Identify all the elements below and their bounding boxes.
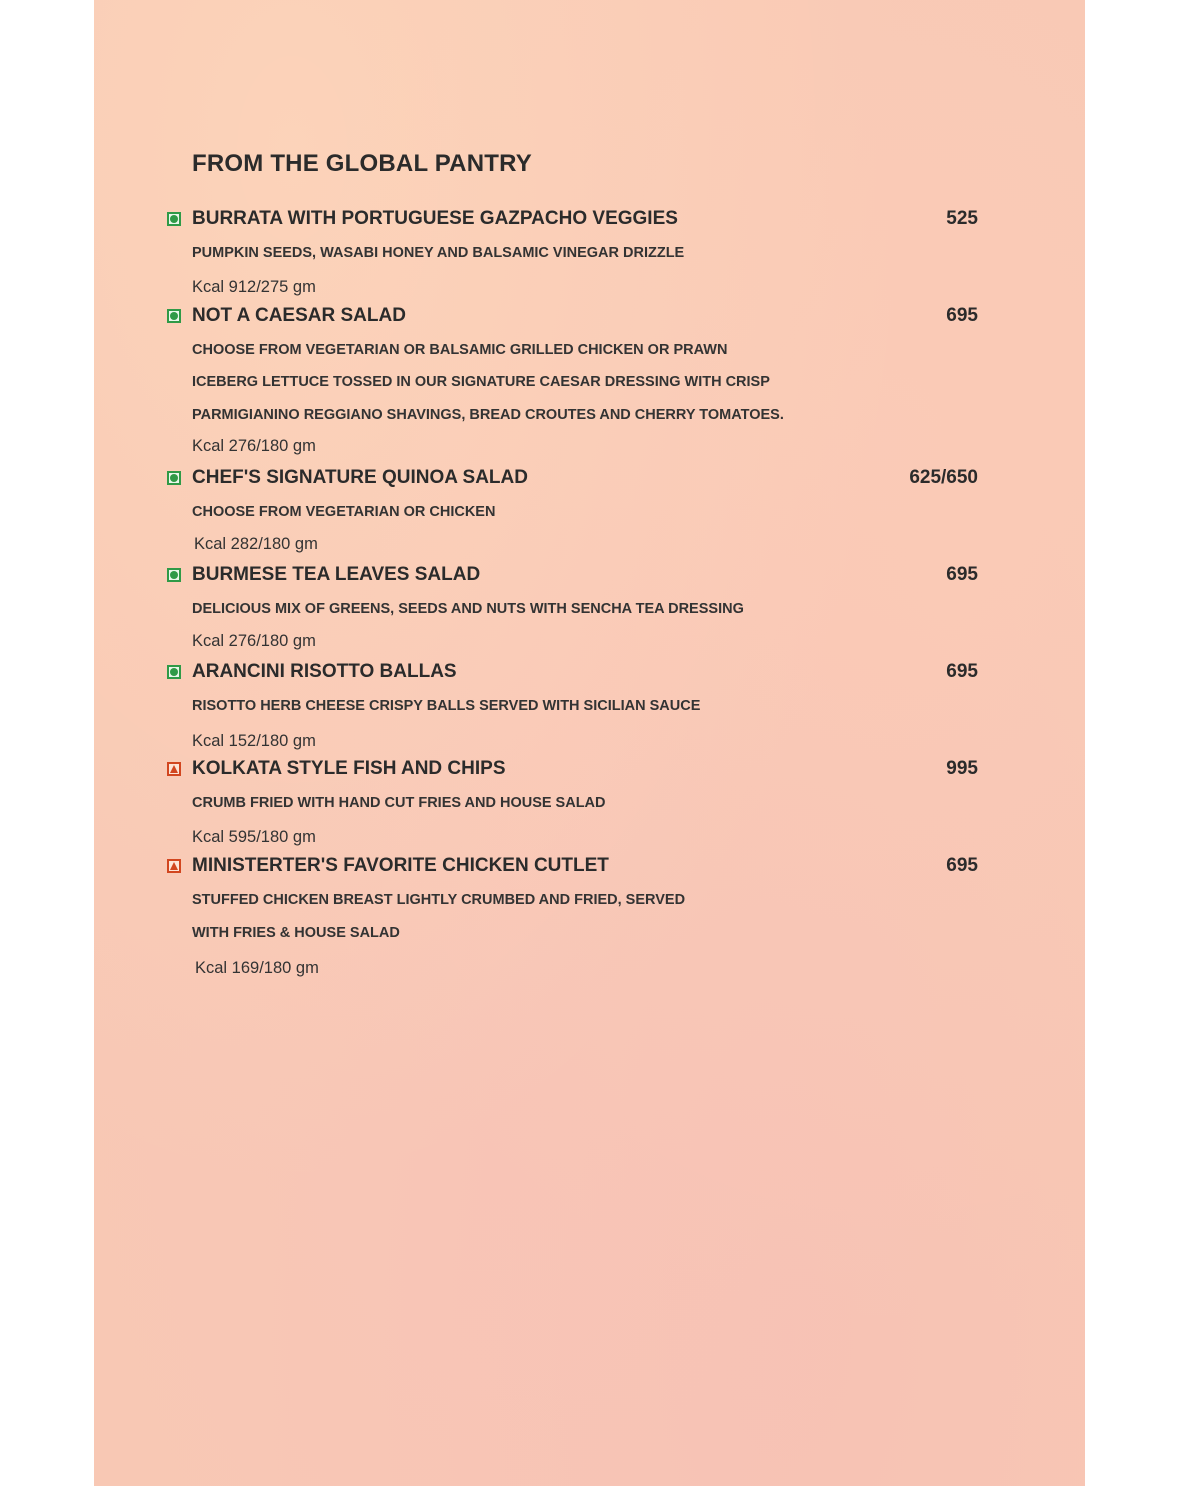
dish-price: 695 [946, 661, 978, 682]
section-title: FROM THE GLOBAL PANTRY [192, 150, 532, 177]
dish-description: RISOTTO HERB CHEESE CRISPY BALLS SERVED WITH SICILIAN SAUCE [192, 698, 701, 714]
veg-icon [167, 212, 181, 226]
dish-description: DELICIOUS MIX OF GREENS, SEEDS AND NUTS WITH SENCHA TEA DRESSING [192, 601, 744, 617]
dish-kcal: Kcal 152/180 gm [192, 732, 316, 750]
dish-name: NOT A CAESAR SALAD [192, 305, 406, 326]
dish-description: PARMIGIANINO REGGIANO SHAVINGS, BREAD CROUTES AND CHERRY TOMATOES. [192, 407, 784, 423]
veg-icon [167, 665, 181, 679]
dish-name: BURRATA WITH PORTUGUESE GAZPACHO VEGGIES [192, 208, 678, 229]
dish-description: PUMPKIN SEEDS, WASABI HONEY AND BALSAMIC VINEGAR DRIZZLE [192, 245, 685, 261]
dish-kcal: Kcal 169/180 gm [195, 959, 319, 977]
veg-icon [167, 471, 181, 485]
dish-name: MINISTERTER'S FAVORITE CHICKEN CUTLET [192, 855, 609, 876]
dish-price: 695 [946, 855, 978, 876]
dish-kcal: Kcal 276/180 gm [192, 437, 316, 455]
dish-description: WITH FRIES & HOUSE SALAD [192, 925, 400, 941]
veg-icon [167, 568, 181, 582]
dish-name: BURMESE TEA LEAVES SALAD [192, 564, 481, 585]
dish-description: CHOOSE FROM VEGETARIAN OR CHICKEN [192, 504, 496, 520]
dish-description: STUFFED CHICKEN BREAST LIGHTLY CRUMBED AND FRIED, SERVED [192, 892, 686, 908]
dish-kcal: Kcal 595/180 gm [192, 828, 316, 846]
dish-price: 695 [946, 305, 978, 326]
dish-kcal: Kcal 282/180 gm [194, 535, 318, 553]
dish-name: CHEF'S SIGNATURE QUINOA SALAD [192, 467, 528, 488]
dish-description: CHOOSE FROM VEGETARIAN OR BALSAMIC GRILLED CHICKEN OR PRAWN [192, 342, 728, 358]
dish-price: 995 [946, 758, 978, 779]
dish-description: ICEBERG LETTUCE TOSSED IN OUR SIGNATURE CAESAR DRESSING WITH CRISP [192, 374, 770, 390]
dish-price: 625/650 [909, 467, 978, 488]
dish-price: 525 [946, 208, 978, 229]
dish-kcal: Kcal 912/275 gm [192, 278, 316, 296]
veg-icon [167, 309, 181, 323]
dish-description: CRUMB FRIED WITH HAND CUT FRIES AND HOUSE SALAD [192, 795, 606, 811]
dish-name: ARANCINI RISOTTO BALLAS [192, 661, 457, 682]
dish-kcal: Kcal 276/180 gm [192, 632, 316, 650]
dish-name: KOLKATA STYLE FISH AND CHIPS [192, 758, 506, 779]
non-veg-icon [167, 859, 181, 873]
non-veg-icon [167, 762, 181, 776]
dish-price: 695 [946, 564, 978, 585]
